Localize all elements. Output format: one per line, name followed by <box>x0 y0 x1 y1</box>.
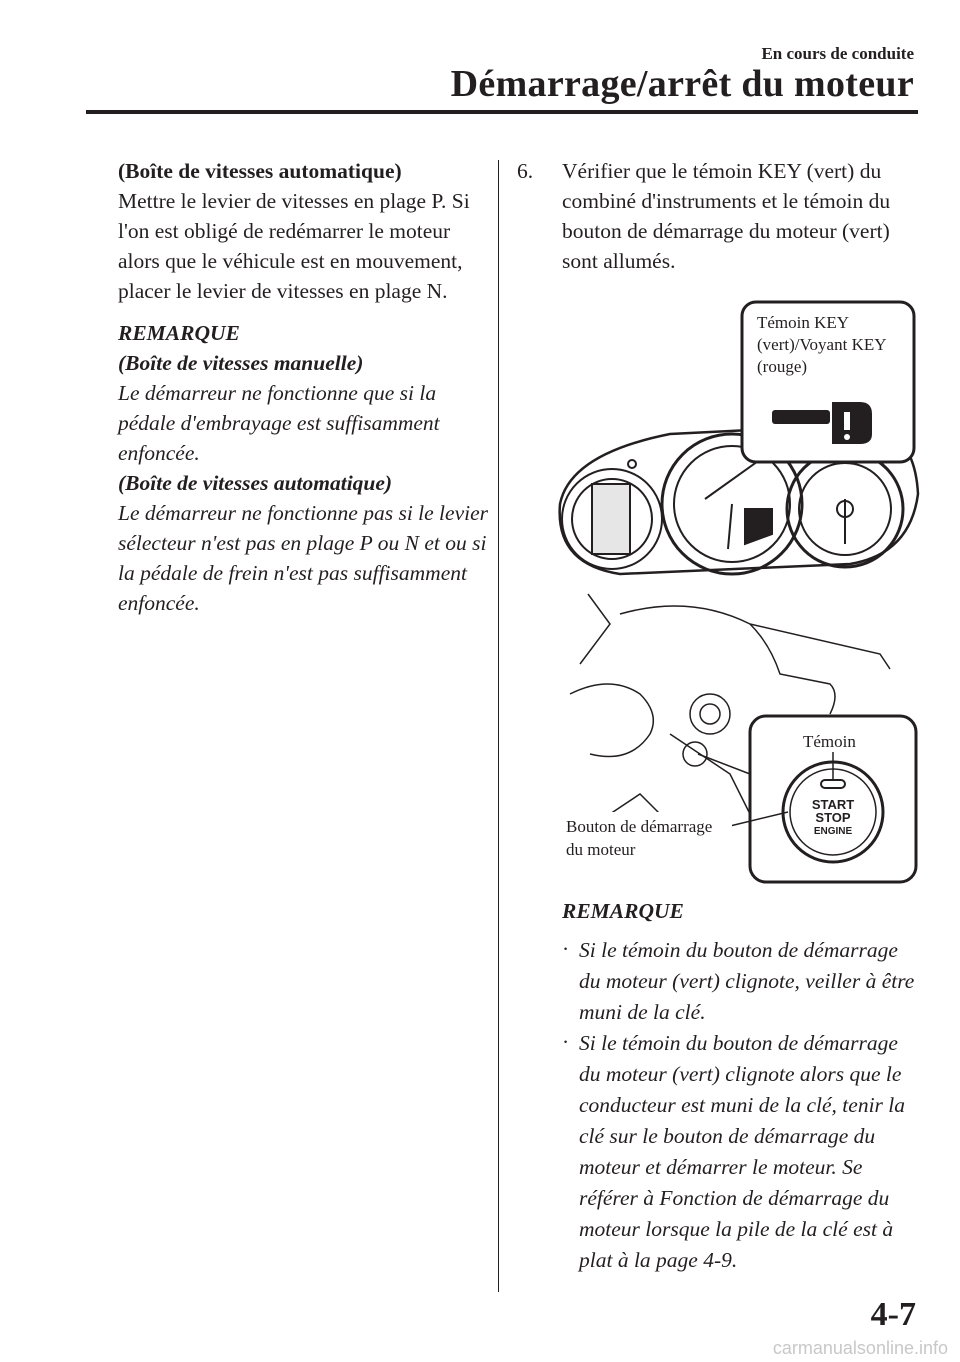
left-column <box>118 156 490 618</box>
remark-box <box>562 896 922 1276</box>
remark-bullet <box>562 1028 922 1276</box>
illustration-drawing <box>550 294 920 884</box>
callout-button-line2: du moteur <box>566 840 636 859</box>
callout-key-line2: (vert)/Voyant KEY <box>757 335 887 354</box>
watermark: carmanualsonline.info <box>772 1338 948 1358</box>
auto-text: Mettre le levier de vitesses en plage P. Si l'on est obligé de redémarrer le moteur alors que le véhicule est en mouvement, placer le levier de vitesses en plage N. <box>118 189 470 303</box>
auto-heading: (Boîte de vitesses automatique) <box>118 159 402 183</box>
callout-button-line1: Bouton de démarrage <box>566 817 713 836</box>
bullet-dot: · <box>562 937 570 961</box>
callout-temoin: Témoin <box>803 732 856 751</box>
bullet-text: Si le témoin du bouton de démarrage du moteur (vert) clignote alors que le conducteur est muni de la clé, tenir la clé sur le bouton de démarrage du moteur et démarrer le moteur. Se référer à Fonction de démarrage du moteur lorsque la pile de la clé est à plat à la page 4-9. <box>579 1031 906 1272</box>
button-text-engine: ENGINE <box>813 826 853 837</box>
callout-key-line1: Témoin KEY <box>757 313 850 332</box>
header-rule <box>86 110 918 114</box>
step-text: Vérifier que le témoin KEY (vert) du combiné d'instruments et le témoin du bouton de démarrage du moteur (vert) sont allumés. <box>562 159 891 273</box>
bullet-text: Si le témoin du bouton de démarrage du moteur (vert) clignote, veiller à être muni de la clé. <box>579 938 915 1024</box>
section-label: En cours de conduite <box>761 44 914 63</box>
step-6 <box>517 156 917 276</box>
manual-subheading: (Boîte de vitesses manuelle) <box>118 351 364 375</box>
step-number: 6. <box>517 159 534 183</box>
page-number: 4-7 <box>870 1296 916 1333</box>
remark-bullet <box>562 935 922 1028</box>
button-text-start: START <box>811 797 855 812</box>
page-title: Démarrage/arrêt du moteur <box>450 63 914 105</box>
bullet-dot: · <box>562 1030 570 1054</box>
auto-remark-text: Le démarreur ne fonctionne pas si le levier sélecteur n'est pas en plage P ou N et ou si la pédale de frein n'est pas suffisamment enfoncée. <box>118 501 489 615</box>
remark-heading-2: REMARQUE <box>562 899 684 923</box>
callout-key-line3: (rouge) <box>757 357 808 376</box>
auto-subheading: (Boîte de vitesses automatique) <box>118 471 393 495</box>
button-text-stop: STOP <box>815 810 851 825</box>
remark-heading: REMARQUE <box>118 321 240 345</box>
illustration <box>550 294 920 884</box>
column-divider <box>498 160 499 1292</box>
manual-text: Le démarreur ne fonctionne que si la pédale d'embrayage est suffisamment enfoncée. <box>118 381 440 465</box>
